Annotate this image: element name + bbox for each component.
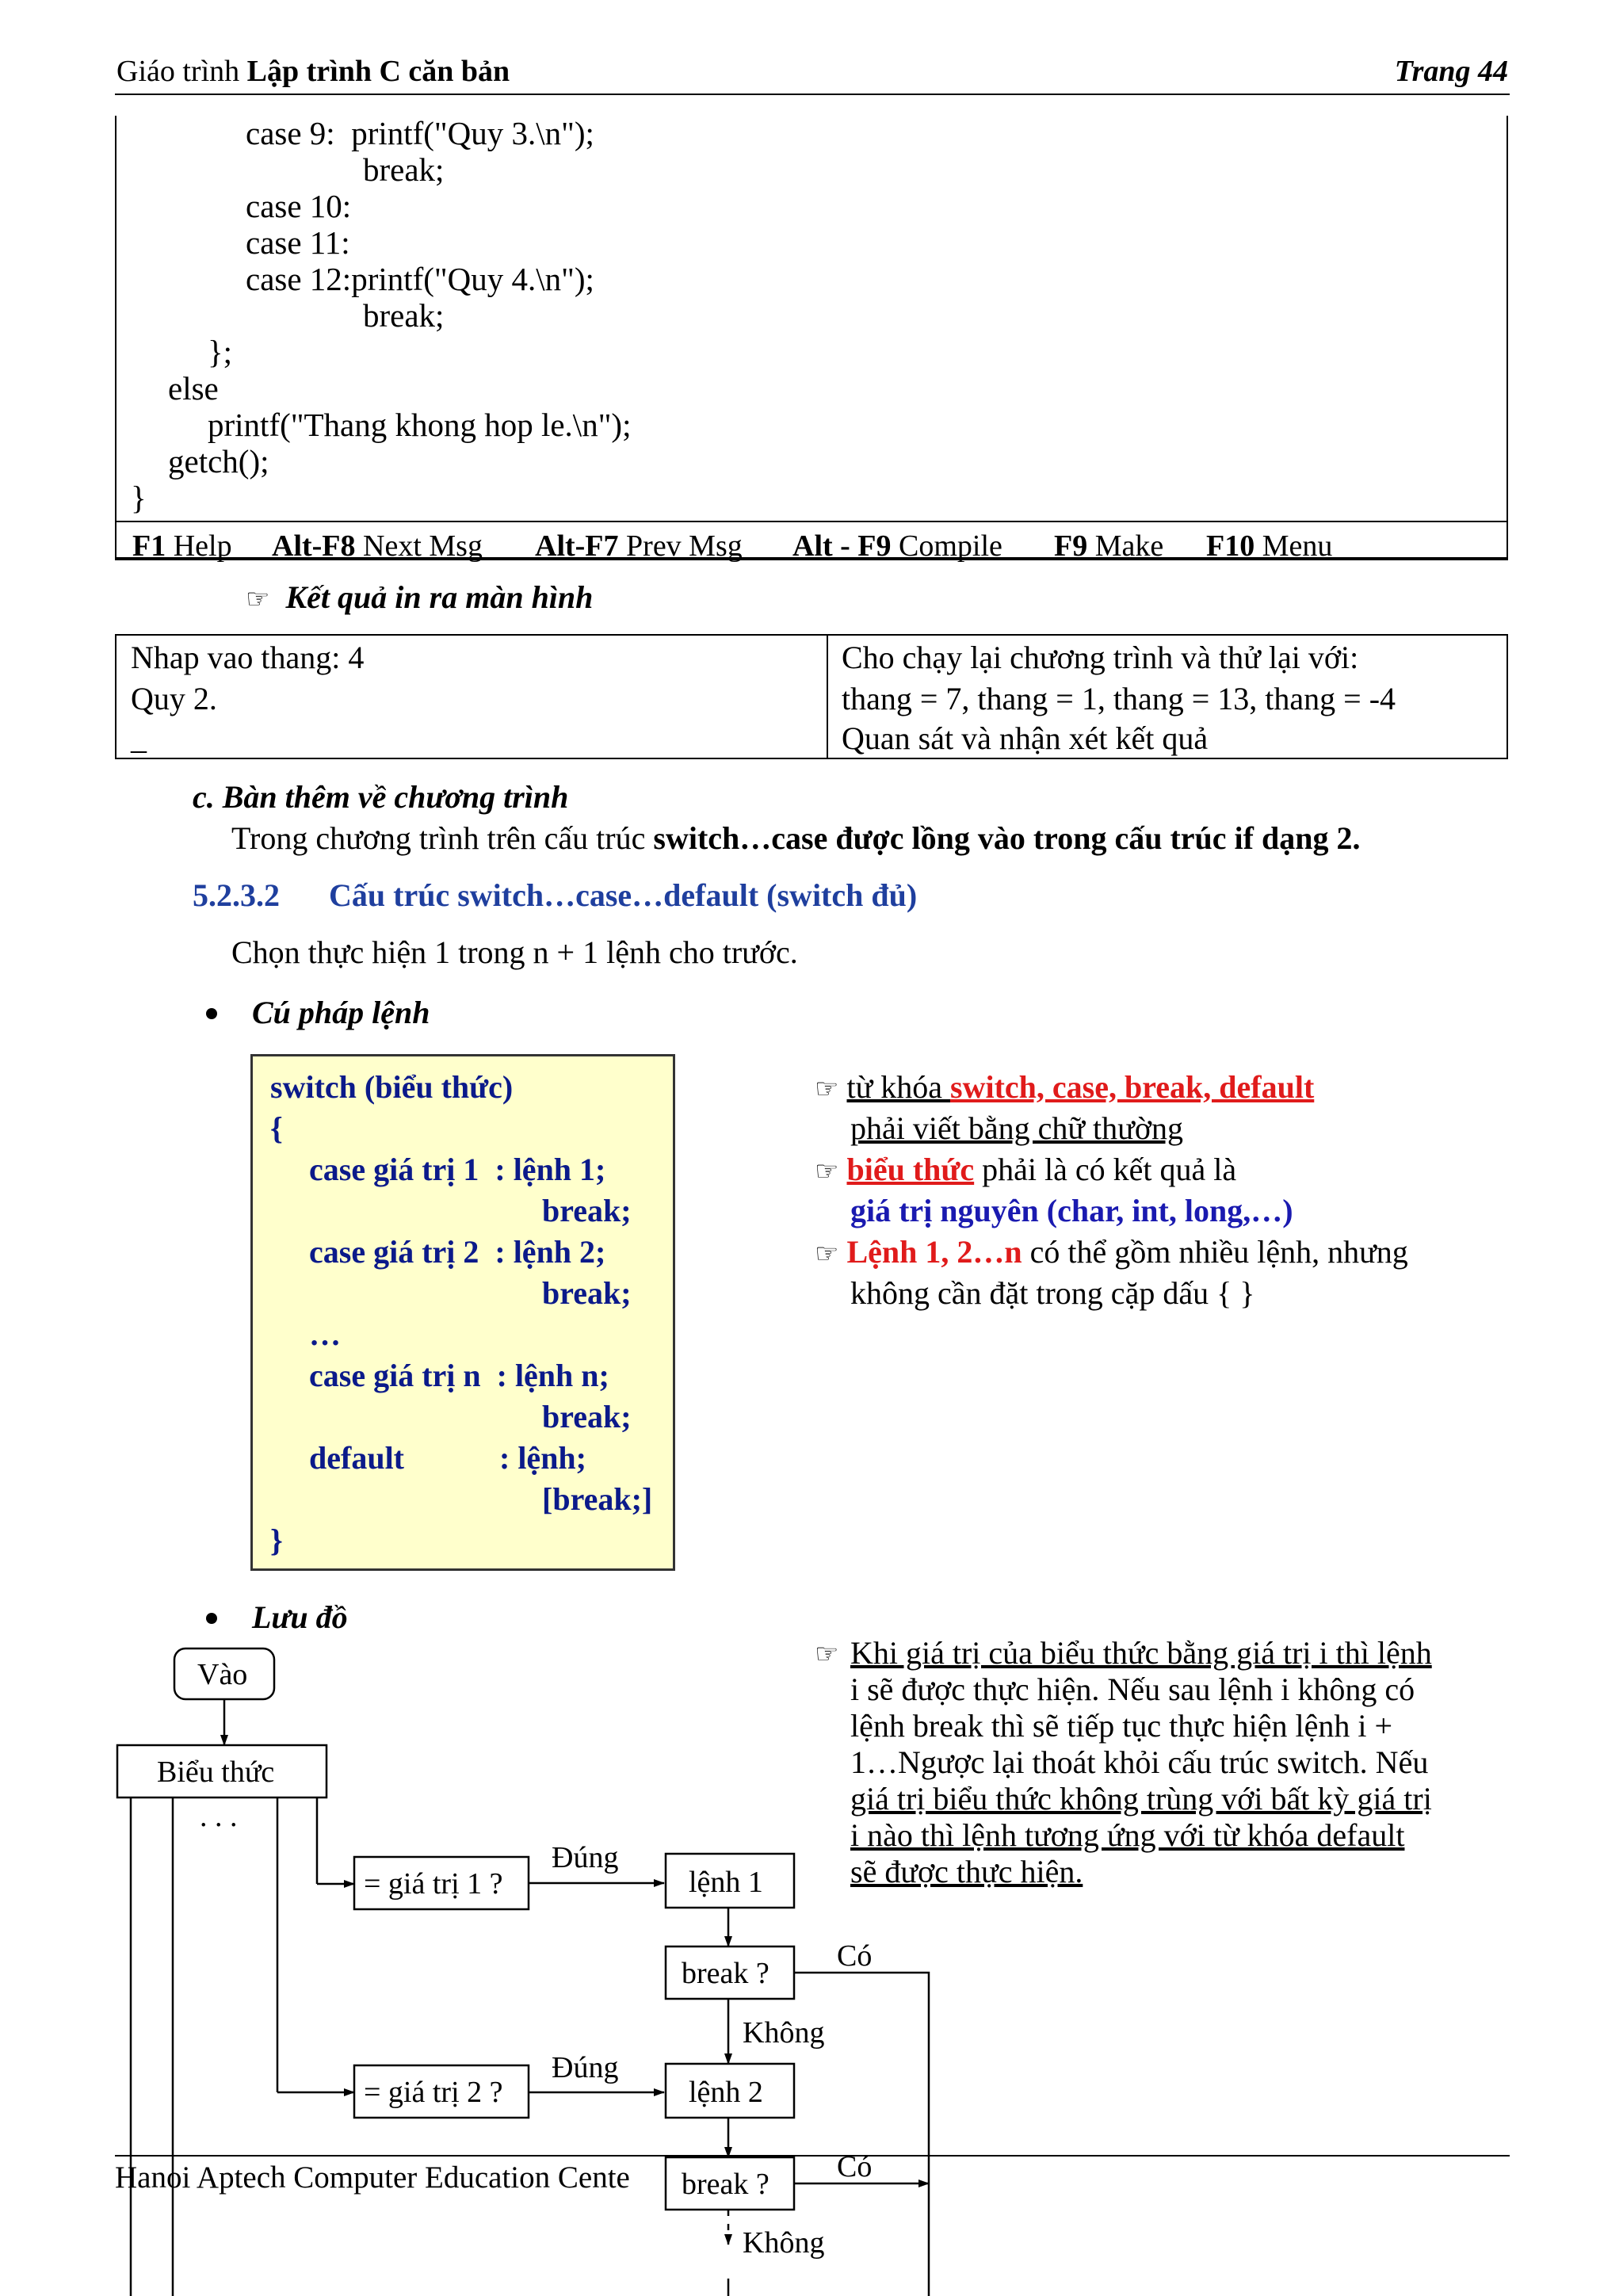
note-keywords-line2: phải viết bằng chữ thường bbox=[850, 1110, 1183, 1146]
syntax-line: break; bbox=[542, 1193, 632, 1228]
code-line: } bbox=[131, 479, 147, 516]
code-line: case 11: bbox=[246, 224, 350, 261]
section-c-text: Trong chương trình trên cấu trúc switch…case được lồng vào trong cấu trúc if dạng 2. bbox=[231, 820, 1361, 856]
entry-label: Vào bbox=[197, 1658, 248, 1691]
code-line: }; bbox=[208, 334, 233, 370]
yes-label: Đúng bbox=[552, 1841, 619, 1874]
result-title: ☞ Kết quả in ra màn hình bbox=[246, 579, 594, 615]
result-note-line: Quan sát và nhận xét kết quả bbox=[842, 720, 1209, 756]
syntax-bullet: Cú pháp lệnh bbox=[252, 995, 430, 1030]
pointing-hand-icon: ☞ bbox=[815, 1157, 839, 1186]
syntax-line: case giá trị n : lệnh n; bbox=[309, 1358, 609, 1393]
syntax-line: { bbox=[270, 1110, 283, 1146]
result-note-line: thang = 7, thang = 1, thang = 13, thang = -4 bbox=[842, 681, 1396, 716]
note-expression: ☞ biểu thức phải là có kết quả là bbox=[815, 1152, 1237, 1187]
syntax-line: case giá trị 2 : lệnh 2; bbox=[309, 1234, 606, 1270]
co-label: Có bbox=[837, 1939, 873, 1973]
fkey-help: F1 Help bbox=[132, 529, 232, 563]
output-line: Nhap vao thang: 4 bbox=[131, 640, 365, 675]
code-line: break; bbox=[363, 297, 445, 334]
fkey-compile: Alt - F9 Compile bbox=[792, 529, 1002, 563]
pointing-hand-icon: ☞ bbox=[815, 1640, 839, 1669]
khong-label: Không bbox=[743, 2226, 825, 2260]
stmt2-label: lệnh 2 bbox=[689, 2076, 763, 2109]
stmt1-label: lệnh 1 bbox=[689, 1866, 763, 1899]
note-statements-line2: không cần đặt trong cặp dấu { } bbox=[850, 1275, 1255, 1311]
break2-label: break ? bbox=[682, 2168, 769, 2201]
syntax-line: case giá trị 1 : lệnh 1; bbox=[309, 1152, 606, 1187]
break1-label: break ? bbox=[682, 1957, 769, 1990]
yes-label: Đúng bbox=[552, 2051, 619, 2084]
output-cursor: _ bbox=[131, 720, 147, 756]
cond2-label: = giá trị 2 ? bbox=[364, 2076, 503, 2109]
fkey-prev-msg: Alt-F7 Prev Msg bbox=[535, 529, 743, 563]
syntax-line: } bbox=[270, 1522, 283, 1558]
result-note-line: Cho chạy lại chương trình và thử lại với: bbox=[842, 640, 1359, 675]
ellipsis-label: . . . bbox=[200, 1800, 238, 1833]
co-label: Có bbox=[837, 2150, 873, 2183]
syntax-line: [break;] bbox=[542, 1481, 653, 1517]
syntax-line: break; bbox=[542, 1275, 632, 1311]
pointing-hand-icon: ☞ bbox=[815, 1075, 839, 1104]
expr-label: Biểu thức bbox=[157, 1755, 275, 1789]
header-course: Giáo trình Lập trình C căn bản bbox=[116, 55, 510, 88]
code-line: printf("Thang khong hop le.\n"); bbox=[208, 407, 632, 443]
section-intro: Chọn thực hiện 1 trong n + 1 lệnh cho trước. bbox=[231, 934, 798, 970]
flowchart-explanation: Khi giá trị của biểu thức bằng giá trị i thì lệnh i sẽ được thực hiện. Nếu sau lệnh i không có lệnh break thì sẽ tiếp tục thực hiện lệnh i + 1…Ngược lại thoát khỏi cấu trúc switch. Nếu giá trị biểu thức không trùng với bất kỳ giá trị i nào thì lệnh tương ứng với từ khóa default sẽ được thực hiện. bbox=[850, 1635, 1432, 1889]
syntax-line: … bbox=[309, 1316, 341, 1352]
fkey-make: F9 Make bbox=[1054, 529, 1164, 563]
output-line: Quy 2. bbox=[131, 681, 217, 716]
khong-label: Không bbox=[743, 2016, 825, 2050]
code-line: case 12:printf("Quy 4.\n"); bbox=[246, 261, 594, 297]
section-title: Cấu trúc switch…case…default (switch đủ) bbox=[329, 877, 918, 913]
syntax-line: switch (biểu thức) bbox=[270, 1069, 514, 1105]
note-statements: ☞ Lệnh 1, 2…n có thể gồm nhiều lệnh, nhưng bbox=[815, 1234, 1408, 1270]
syntax-line: break; bbox=[542, 1399, 632, 1435]
cond1-label: = giá trị 1 ? bbox=[364, 1867, 503, 1901]
code-line: else bbox=[168, 370, 219, 407]
section-c-title: c. Bàn thêm về chương trình bbox=[193, 779, 569, 815]
pointing-hand-icon: ☞ bbox=[815, 1240, 839, 1269]
fkey-next-msg: Alt-F8 Next Msg bbox=[272, 529, 483, 563]
page-number: Trang 44 bbox=[1394, 55, 1508, 88]
fkey-menu: F10 Menu bbox=[1206, 529, 1333, 563]
pointing-hand-icon: ☞ bbox=[246, 585, 270, 614]
code-line: case 10: bbox=[246, 188, 352, 224]
note-expression-line2: giá trị nguyên (char, int, long,…) bbox=[850, 1193, 1293, 1228]
syntax-line: default : lệnh; bbox=[309, 1440, 586, 1476]
code-line: getch(); bbox=[168, 443, 269, 479]
note-keywords: ☞ từ khóa switch, case, break, default bbox=[815, 1069, 1315, 1105]
section-number: 5.2.3.2 bbox=[193, 877, 280, 913]
footer-text: Hanoi Aptech Computer Education Cente bbox=[115, 2160, 630, 2195]
code-line: case 9: printf("Quy 3.\n"); bbox=[246, 115, 594, 151]
flowchart-bullet: Lưu đồ bbox=[252, 1599, 348, 1635]
code-line: break; bbox=[363, 151, 445, 188]
